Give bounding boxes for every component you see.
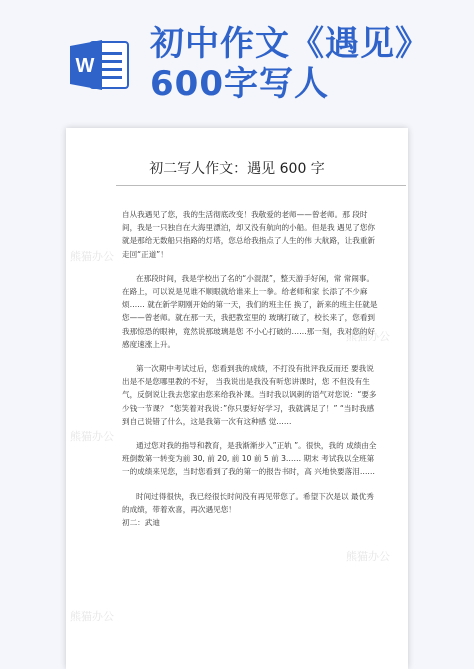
paragraph-5: 时间过得很快，我已经很长时间没有再见带您了。希望下次是以 最优秀的成绩，带着欢喜，再次遇见您！ <box>122 491 374 514</box>
title-divider <box>116 185 406 186</box>
document-page <box>66 128 408 669</box>
word-document-icon <box>68 40 130 90</box>
banner <box>0 0 474 118</box>
signature: 初二：武迪 <box>122 518 160 528</box>
banner-title <box>150 24 430 104</box>
paragraph-1: 自从我遇见了您，我的生活彻底改变！我敬爱的老师——曾老师。那 段时间，我是一只独自在大海里漂泊，却又没有航向的小船。但是我 遇见了您你就是那给无数船只指路的灯塔，您总给我指点了人生的伟 大航路，让我重新走回“正道”！ <box>122 210 376 259</box>
paragraph-2: 在那段时间，我是学校出了名的“小混混”，整天游手好闲，常 常闹事。在路上，可以说是见谁不顺眼就给谁来上一拳。给老师和家 长添了不少麻烦…… 就在新学期刚开始的第一天，我们的班主任 换了，新来的班主任就是您——曾老师。就在那一天，我把教室里的 玻璃打破了，校长来了，您看到我那惊恐的眼神，竟然说那玻璃是您 不小心打破的……那一刻，我对您的好感度速涨上升。 <box>122 273 378 349</box>
banner-title-line-1: 初中作文《遇见》 <box>150 24 430 64</box>
watermark: 熊猫办公 <box>70 250 114 263</box>
document-title: 初二写人作文：遇见 600 字 <box>149 161 325 177</box>
paragraph-3: 第一次期中考试过后，您看到我的成绩，不打没有批评我反而还 要我说出是不是您哪里教的不好， 当我说出是我没有听您讲课时，您 不但没有生气，反倒说让我去您家由您来给我补课。当时我以讽刺的语气对您说：“要多少钱一节课？ “您笑着对我说：”你只要好好学习，我就满足了！” “当时我感到自己说错了什么，这是我第一次有这种感 觉…… <box>122 364 377 426</box>
svg-text:W: W <box>75 55 95 77</box>
watermark: 熊猫办公 <box>346 550 390 563</box>
document-body <box>122 208 380 540</box>
banner-title-line-2: 600字写人 <box>150 64 329 104</box>
paragraph-4: 通过您对我的指导和教育，是我渐渐步入”正轨 ”。很快，我的 成绩由全班倒数第一转变为前 30, 前 20, 前 10 前 5 前 3…… 期末 考试我以全班第一的成绩来见您，当时您看到了我的第一的报告书时，高 兴地快要落泪…… <box>122 441 377 477</box>
watermark: 熊猫办公 <box>70 610 114 623</box>
watermark: 熊猫办公 <box>70 430 114 443</box>
watermark: 熊猫办公 <box>346 330 390 343</box>
